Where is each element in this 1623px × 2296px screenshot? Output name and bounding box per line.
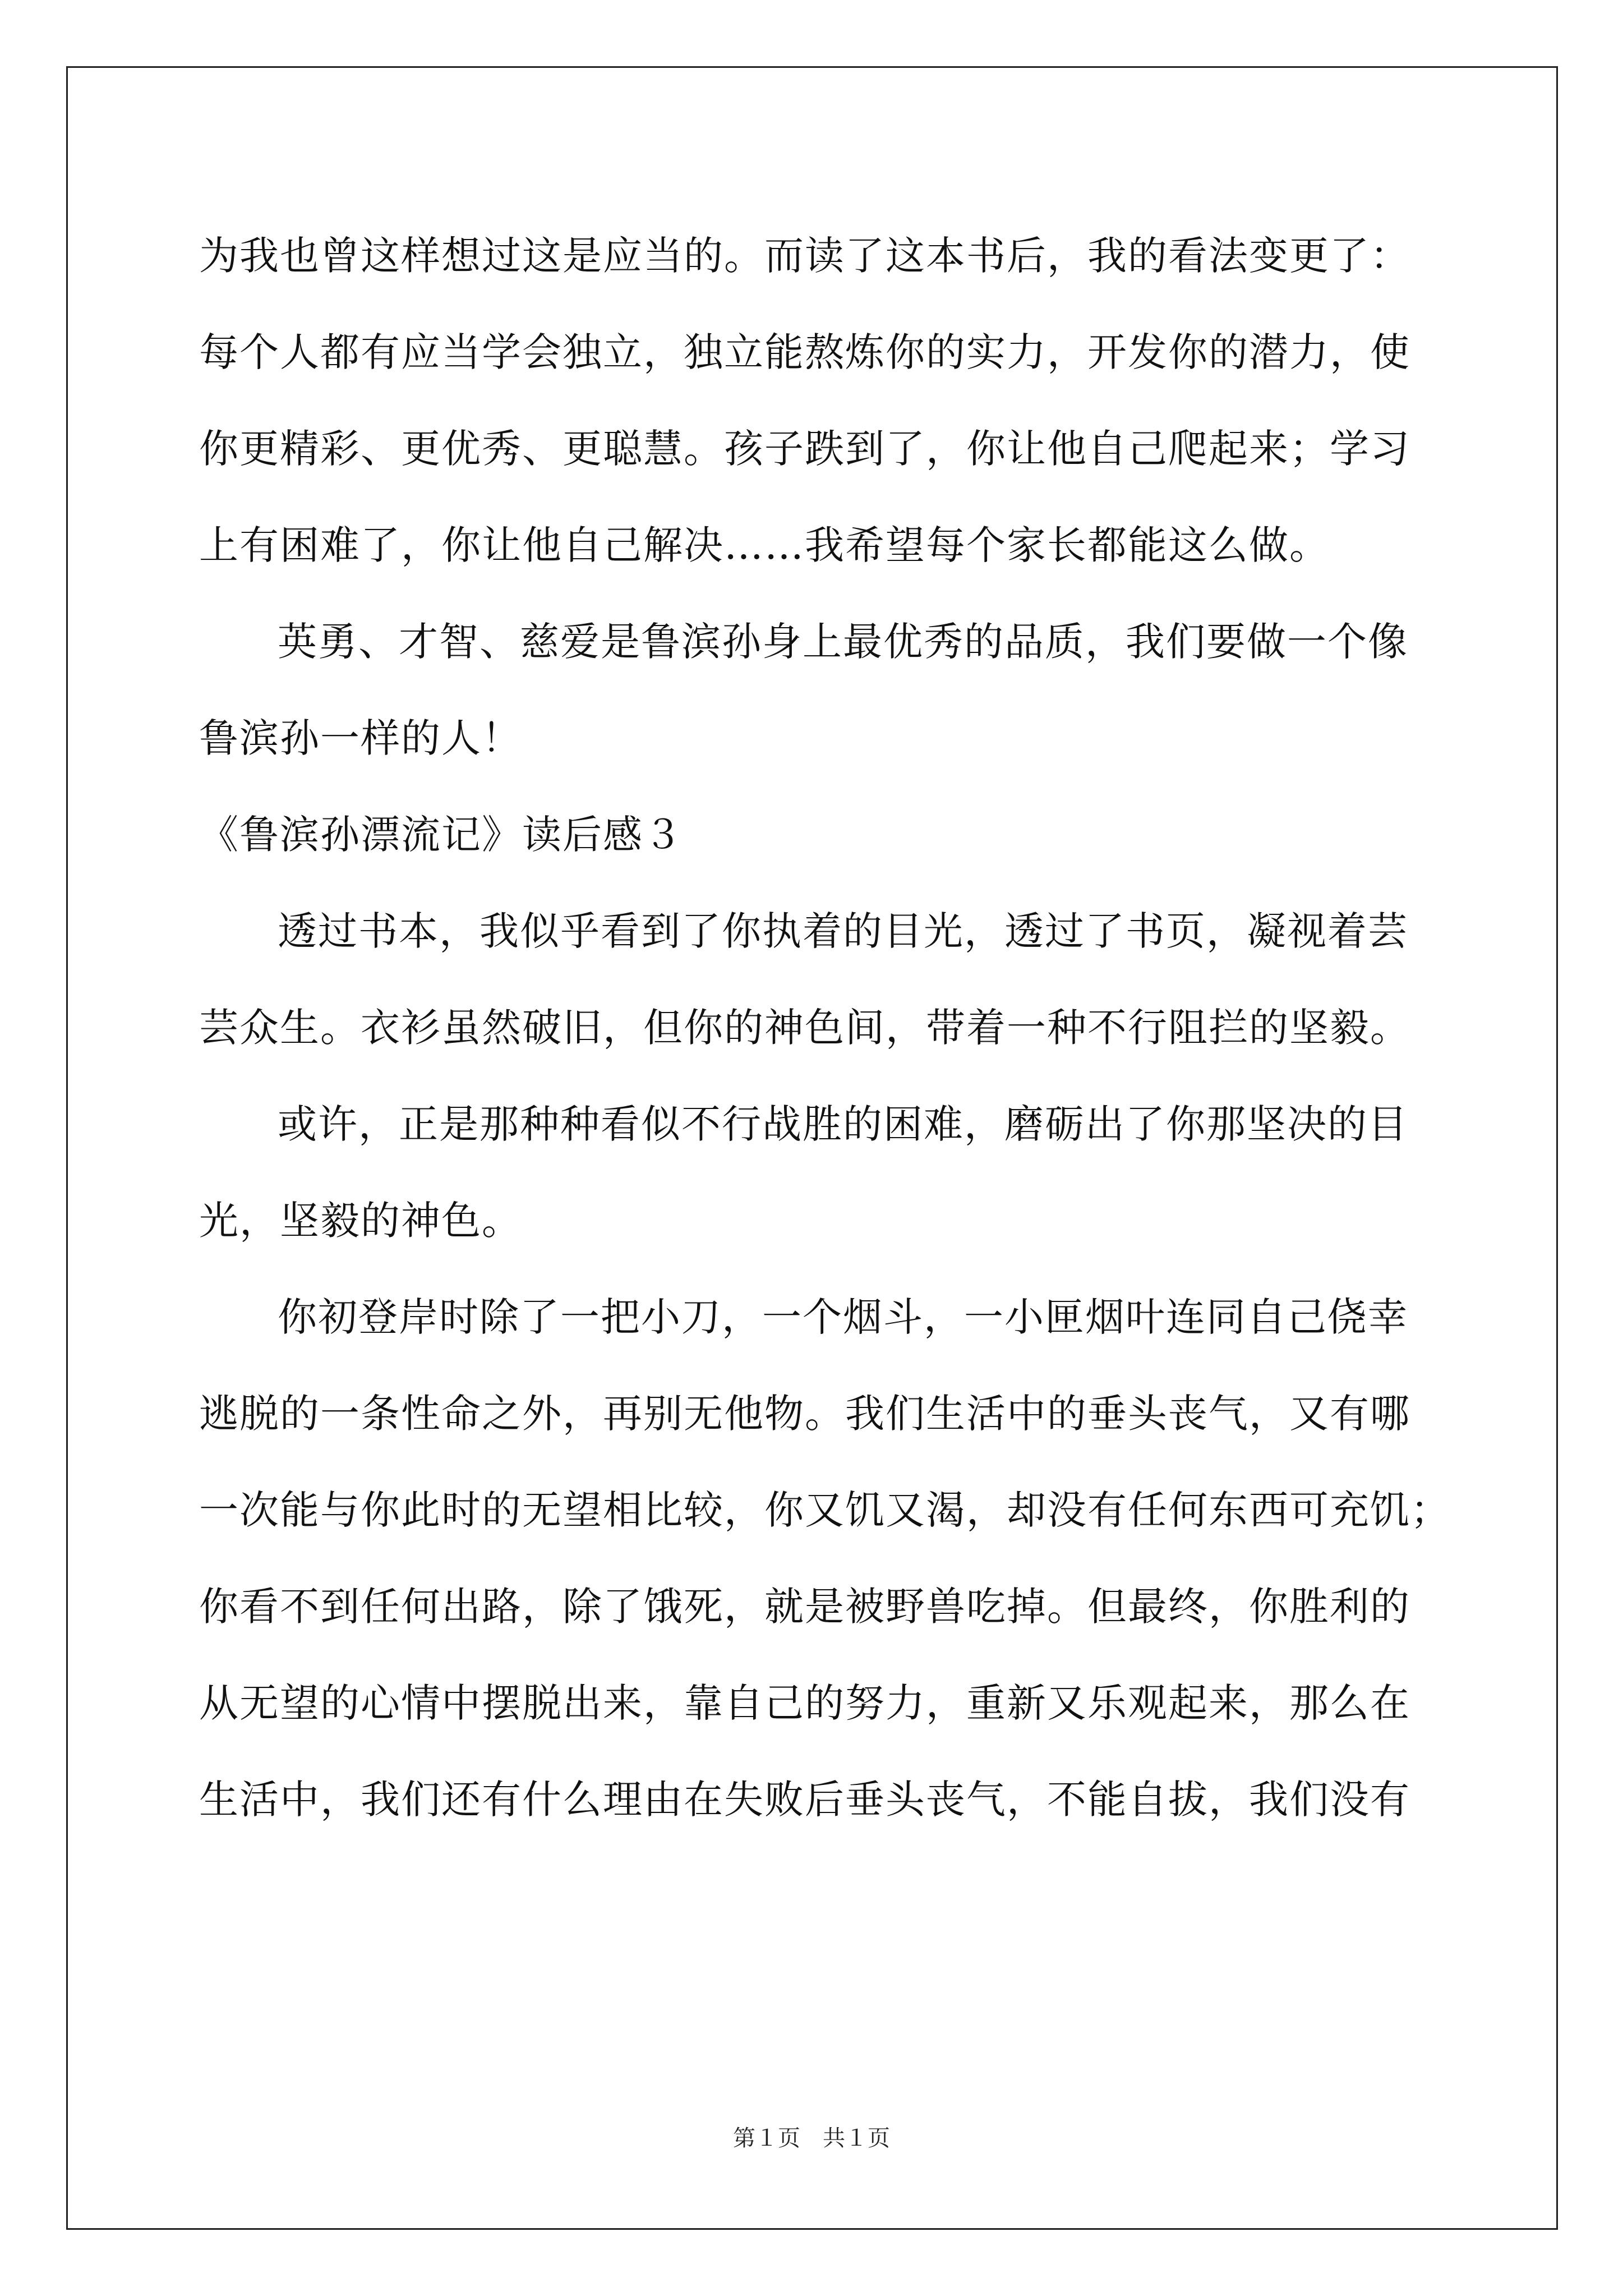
text-line: 从无望的心情中摆脱出来，靠自己的努力，重新又乐观起来，那么在 — [199, 1680, 1410, 1726]
section-heading: 《鲁滨孙漂流记》读后感３ — [199, 812, 684, 858]
paragraph-start-line: 或许，正是那种种看似不行战胜的困难，磨砺出了你那坚决的目 — [278, 1101, 1408, 1147]
text-line: 每个人都有应当学会独立，独立能熬炼你的实力，开发你的潜力，使 — [199, 329, 1410, 375]
text-line: 为我也曾这样想过这是应当的。而读了这本书后，我的看法变更了： — [199, 233, 1410, 279]
text-line: 逃脱的一条性命之外，再别无他物。我们生活中的垂头丧气，又有哪 — [199, 1391, 1410, 1437]
document-body — [199, 208, 1451, 1848]
text-line: 上有困难了，你让他自己解决……我希望每个家长都能这么做。 — [199, 522, 1330, 568]
text-line: 一次能与你此时的无望相比较，你又饥又渴，却没有任何东西可充饥； — [199, 1487, 1451, 1533]
text-line: 生活中，我们还有什么理由在失败后垂头丧气，不能自拔，我们没有 — [199, 1777, 1410, 1823]
paragraph-start-line: 英勇、才智、慈爱是鲁滨孙身上最优秀的品质，我们要做一个像 — [278, 619, 1408, 665]
text-line: 芸众生。衣衫虽然破旧，但你的神色间，带着一种不行阻拦的坚毅。 — [199, 1005, 1410, 1051]
paragraph-start-line: 你初登岸时除了一把小刀，一个烟斗，一小匣烟叶连同自己侥幸 — [278, 1294, 1408, 1340]
text-line: 你看不到任何出路，除了饿死，就是被野兽吃掉。但最终，你胜利的 — [199, 1584, 1410, 1630]
page-footer: 第１页 共１页 — [733, 2125, 890, 2151]
paragraph-start-line: 透过书本，我似乎看到了你执着的目光，透过了书页，凝视着芸 — [278, 908, 1408, 954]
text-line: 你更精彩、更优秀、更聪慧。孩子跌到了，你让他自己爬起来；学习 — [199, 426, 1410, 472]
text-line: 鲁滨孙一样的人！ — [199, 715, 522, 761]
text-line: 光，坚毅的神色。 — [199, 1198, 522, 1244]
